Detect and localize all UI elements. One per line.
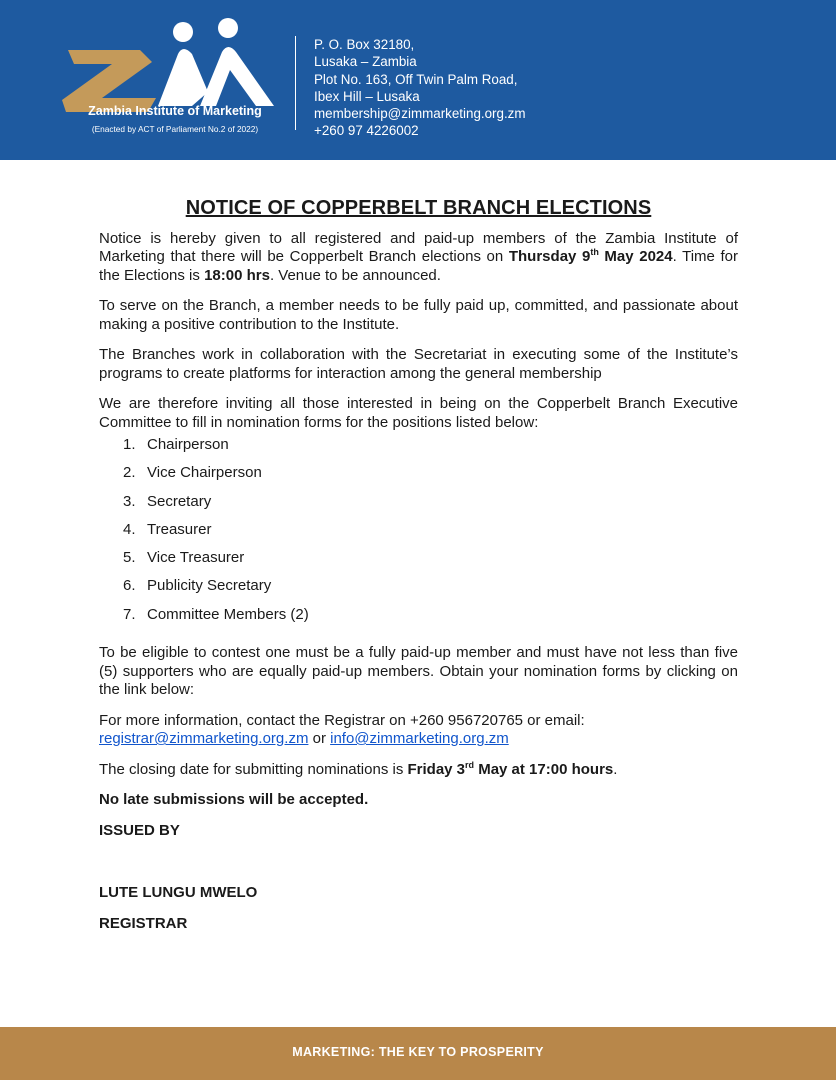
registrar-email-link[interactable]: registrar@zimmarketing.org.zm xyxy=(99,730,309,748)
org-name: Zambia Institute of Marketing xyxy=(88,104,262,118)
paragraph-contact xyxy=(99,712,738,749)
list-item xyxy=(99,606,738,634)
address-line: Lusaka – Zambia xyxy=(314,54,417,70)
address-line: P. O. Box 32180, xyxy=(314,37,415,52)
footer-slogan: MARKETING: THE KEY TO PROSPERITY xyxy=(292,1045,544,1059)
text-run: . xyxy=(613,760,618,778)
no-late-notice: No late submissions will be accepted. xyxy=(99,791,369,809)
paragraph-eligibility: To be eligible to contest one must be a fully paid-up member and must have not less than five (5) supporters who are equally paid-up members. Obtain your nomination forms by clicking on the link below: xyxy=(99,644,738,699)
list-number: 7. xyxy=(123,605,136,623)
issued-by-label: ISSUED BY xyxy=(99,821,180,839)
signatory-title: REGISTRAR xyxy=(99,914,188,932)
text-run: Friday 3 xyxy=(407,760,466,778)
list-number: 5. xyxy=(123,549,136,567)
notice-body xyxy=(99,199,738,945)
text-run: May 2024 xyxy=(598,248,673,265)
position-label: Publicity Secretary xyxy=(147,577,272,595)
footer-bar xyxy=(0,1027,836,1080)
closing-date xyxy=(408,761,614,778)
paragraph-requirements: To serve on the Branch, a member needs to be fully paid up, committed, and passionate about making a positive contribution to the Institute. xyxy=(99,297,738,333)
letterhead xyxy=(0,0,836,160)
list-item xyxy=(99,464,738,492)
election-time: 18:00 hrs xyxy=(204,266,270,284)
text-run: . Venue to be announced. xyxy=(269,266,441,284)
text-run: For more information, contact the Registrar on +260 956720765 or email: xyxy=(99,711,585,729)
address-line: Plot No. 163, Off Twin Palm Road, xyxy=(314,71,518,87)
list-number: 1. xyxy=(123,436,136,453)
list-item xyxy=(99,549,738,577)
address-line: Ibex Hill – Lusaka xyxy=(314,88,420,104)
position-label: Vice Chairperson xyxy=(147,464,262,482)
list-item xyxy=(99,436,738,464)
header-divider xyxy=(295,36,296,130)
contact-email: membership@zimmarketing.org.zm xyxy=(314,106,526,122)
list-item xyxy=(99,521,738,549)
date-suffix: th xyxy=(590,247,599,257)
position-label: Committee Members (2) xyxy=(147,605,309,623)
list-item xyxy=(99,493,738,521)
text-run: May at 17:00 hours xyxy=(474,760,614,778)
list-number: 3. xyxy=(123,492,136,510)
info-email-link[interactable]: info@zimmarketing.org.zm xyxy=(330,730,509,748)
list-number: 6. xyxy=(123,577,136,595)
text-run: . Time for the Elections is xyxy=(99,248,738,284)
notice-title: NOTICE OF COPPERBELT BRANCH ELECTIONS xyxy=(185,197,652,219)
text-run: or xyxy=(308,730,331,748)
position-label: Chairperson xyxy=(147,436,229,453)
text-run: The closing date for submitting nominations is xyxy=(99,760,408,778)
contact-block xyxy=(314,36,526,140)
org-act-note: (Enacted by ACT of Parliament No.2 of 2022) xyxy=(91,124,259,134)
list-item xyxy=(99,577,738,605)
positions-list xyxy=(99,436,738,634)
signatory-name: LUTE LUNGU MWELO xyxy=(99,884,258,902)
position-label: Treasurer xyxy=(147,520,212,538)
position-label: Vice Treasurer xyxy=(147,549,245,567)
contact-phone: +260 97 4226002 xyxy=(314,123,419,139)
paragraph-closing-date xyxy=(99,761,738,780)
paragraph-invitation: We are therefore inviting all those interested in being on the Copperbelt Branch Executive Committee to fill in nomination forms for the positions listed below: xyxy=(99,395,738,431)
paragraph-branches: The Branches work in collaboration with the Secretariat in executing some of the Institute’s programs to create platforms for interaction among the general membership xyxy=(99,346,738,382)
position-label: Secretary xyxy=(147,492,212,510)
text-run: Thursday 9 xyxy=(508,248,591,265)
date-suffix: rd xyxy=(465,759,475,770)
list-number: 4. xyxy=(123,520,136,538)
text-run: Notice is hereby given to all registered and paid-up members of the Zambia Institute of Marketing that there will be Copperbelt Branch elections on xyxy=(99,229,738,265)
election-date xyxy=(509,248,673,265)
list-number: 2. xyxy=(123,464,136,482)
paragraph-announcement xyxy=(99,230,738,286)
